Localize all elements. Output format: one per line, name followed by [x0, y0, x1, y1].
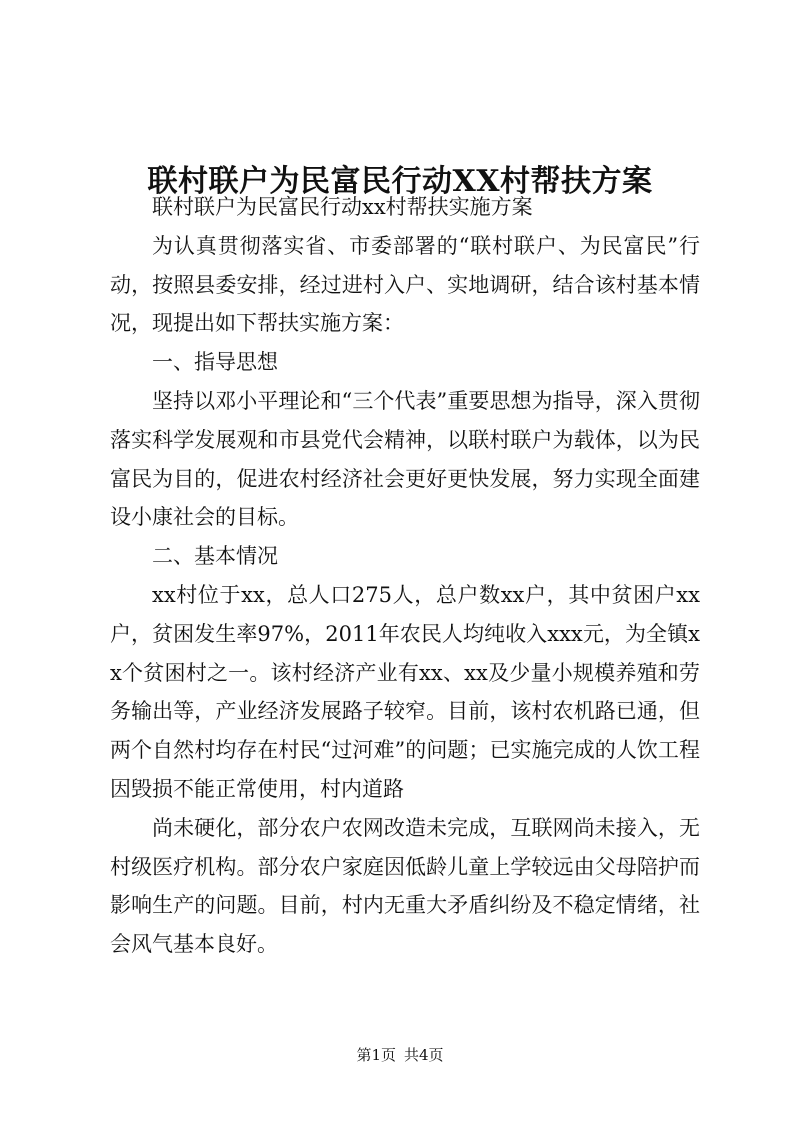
- intro-paragraph: 为认真贯彻落实省、市委部署的“联村联户、为民富民”行动，按照县委安排，经过进村入户、实地调研，结合该村基本情况，现提出如下帮扶实施方案：: [110, 233, 700, 336]
- subtitle-paragraph: 联村联户为民富民行动xx村帮扶实施方案: [152, 195, 533, 219]
- continued-paragraph: 尚未硬化，部分农户农网改造未完成，互联网尚未接入，无村级医疗机构。部分农户家庭因低龄儿童上学较远由父母陪护而影响生产的问题。目前，村内无重大矛盾纠纷及不稳定情绪，社会风气基本良好。: [110, 815, 700, 957]
- page-number: 第1页: [356, 1046, 396, 1064]
- section-heading-basic-situation: 二、基本情况: [152, 544, 278, 569]
- page-total: 共4页: [404, 1046, 444, 1064]
- document-body: [110, 188, 700, 964]
- guiding-thought-paragraph: 坚持以邓小平理论和“三个代表”重要思想为指导，深入贯彻落实科学发展观和市县党代会精神，以联村联户为载体，以为民富民为目的，促进农村经济社会更好更快发展，努力实现全面建设小康社会的目标。: [110, 388, 700, 530]
- page-footer: [0, 1045, 800, 1065]
- section-heading-guiding-thought: 一、指导思想: [152, 350, 278, 375]
- basic-situation-paragraph: xx村位于xx，总人口275人，总户数xx户，其中贫困户xx户，贫困发生率97%，2011年农民人均纯收入xxx元，为全镇xx个贫困村之一。该村经济产业有xx、xx及少量小规模养殖和劳务输出等，产业经济发展路子较窄。目前，该村农机路已通，但两个自然村均存在村民“过河难”的问题；已实施完成的人饮工程因毁损不能正常使用，村内道路: [110, 582, 700, 801]
- document-title: 联村联户为民富民行动XX村帮扶方案: [147, 164, 653, 200]
